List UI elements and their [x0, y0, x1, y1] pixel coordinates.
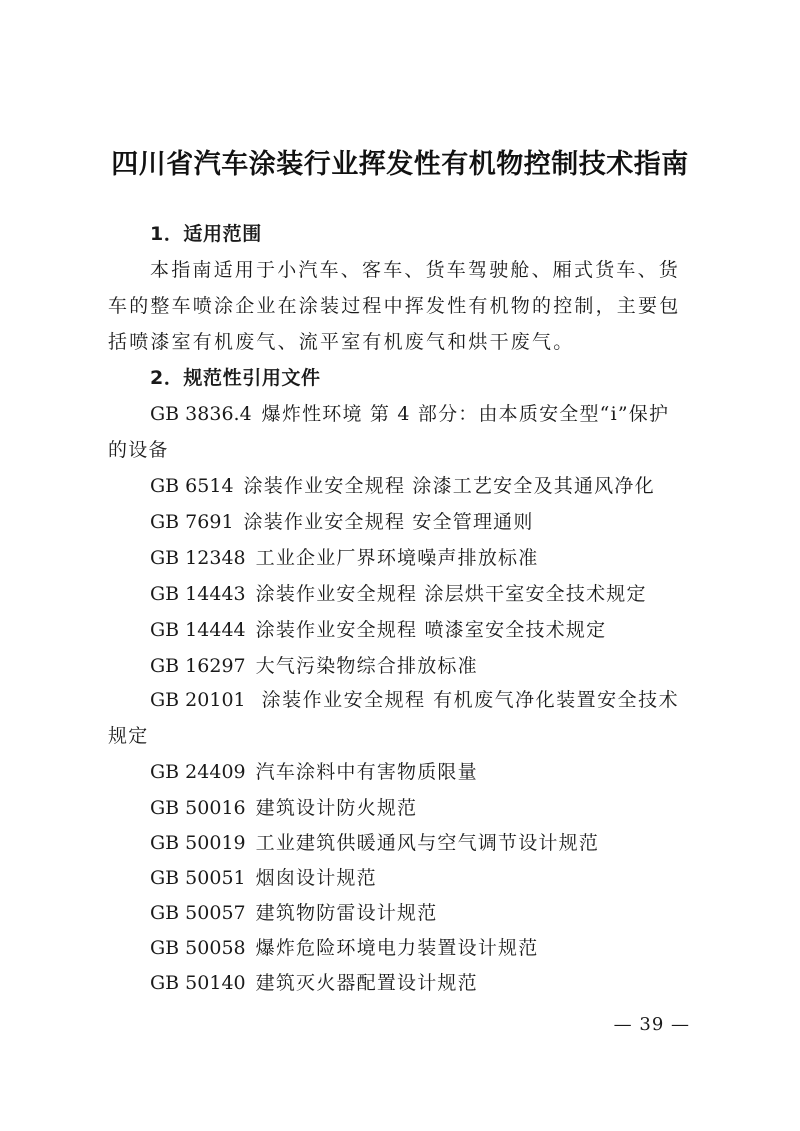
- reference-title: 涂装作业安全规程 涂漆工艺安全及其通风净化: [243, 475, 655, 497]
- page-number: — 39 —: [613, 1014, 690, 1035]
- reference-code: GB 50058: [150, 937, 246, 959]
- reference-title: 烟囱设计规范: [255, 867, 377, 889]
- reference-item: [150, 546, 538, 570]
- reference-title: 工业建筑供暖通风与空气调节设计规范: [255, 832, 600, 854]
- reference-title: 爆炸性环境 第 4 部分：由本质安全型“i”保护: [261, 403, 670, 425]
- reference-code: GB 14443: [150, 583, 246, 605]
- scope-paragraph-line-3: 括喷漆室有机废气、流平室有机废气和烘干废气。: [108, 331, 575, 353]
- reference-item: [150, 760, 478, 784]
- reference-item: [150, 582, 647, 606]
- reference-title: 建筑灭火器配置设计规范: [255, 972, 478, 994]
- reference-item: [150, 474, 655, 498]
- reference-item: [150, 971, 478, 995]
- reference-title: 建筑物防雷设计规范: [255, 902, 438, 924]
- reference-code: GB 3836.4: [150, 403, 252, 425]
- reference-item: [150, 831, 599, 855]
- reference-item: [150, 654, 478, 678]
- reference-code: GB 7691: [150, 511, 234, 533]
- reference-title: 涂装作业安全规程 安全管理通则: [243, 511, 534, 533]
- reference-title: 大气污染物综合排放标准: [255, 655, 478, 677]
- reference-title: 涂装作业安全规程 有机废气净化装置安全技术: [261, 689, 680, 711]
- reference-code: GB 50140: [150, 972, 246, 994]
- reference-title: 工业企业厂界环境噪声排放标准: [255, 547, 539, 569]
- reference-code: GB 16297: [150, 655, 246, 677]
- reference-code: GB 24409: [150, 761, 246, 783]
- reference-item: [150, 936, 538, 960]
- reference-title: 汽车涂料中有害物质限量: [255, 761, 478, 783]
- reference-title-continuation: 的设备: [108, 439, 169, 461]
- scope-paragraph-line-2: 车的整车喷涂企业在涂装过程中挥发性有机物的控制，主要包: [108, 295, 681, 317]
- reference-item: [150, 510, 534, 534]
- reference-item: [150, 901, 437, 925]
- reference-code: GB 50051: [150, 867, 246, 889]
- scope-paragraph-line-1: 本指南适用于小汽车、客车、货车驾驶舱、厢式货车、货: [150, 259, 681, 281]
- reference-item: [150, 866, 377, 890]
- reference-item: [150, 688, 679, 712]
- reference-code: GB 6514: [150, 475, 234, 497]
- section-heading-normative-references: 2．规范性引用文件: [150, 367, 321, 389]
- reference-code: GB 12348: [150, 547, 246, 569]
- reference-title: 涂装作业安全规程 涂层烘干室安全技术规定: [255, 583, 647, 605]
- reference-title-continuation: 规定: [108, 725, 149, 747]
- reference-item: [150, 796, 417, 820]
- reference-title: 爆炸危险环境电力装置设计规范: [255, 937, 539, 959]
- reference-code: GB 50019: [150, 832, 246, 854]
- reference-title: 涂装作业安全规程 喷漆室安全技术规定: [255, 619, 607, 641]
- reference-code: GB 50057: [150, 902, 246, 924]
- reference-code: GB 20101: [150, 689, 246, 711]
- document-title: 四川省汽车涂装行业挥发性有机物控制技术指南: [111, 149, 689, 180]
- reference-code: GB 14444: [150, 619, 246, 641]
- reference-item: [150, 402, 669, 426]
- reference-item: [150, 618, 606, 642]
- reference-title: 建筑设计防火规范: [255, 797, 418, 819]
- section-heading-scope: 1．适用范围: [150, 223, 262, 245]
- reference-code: GB 50016: [150, 797, 246, 819]
